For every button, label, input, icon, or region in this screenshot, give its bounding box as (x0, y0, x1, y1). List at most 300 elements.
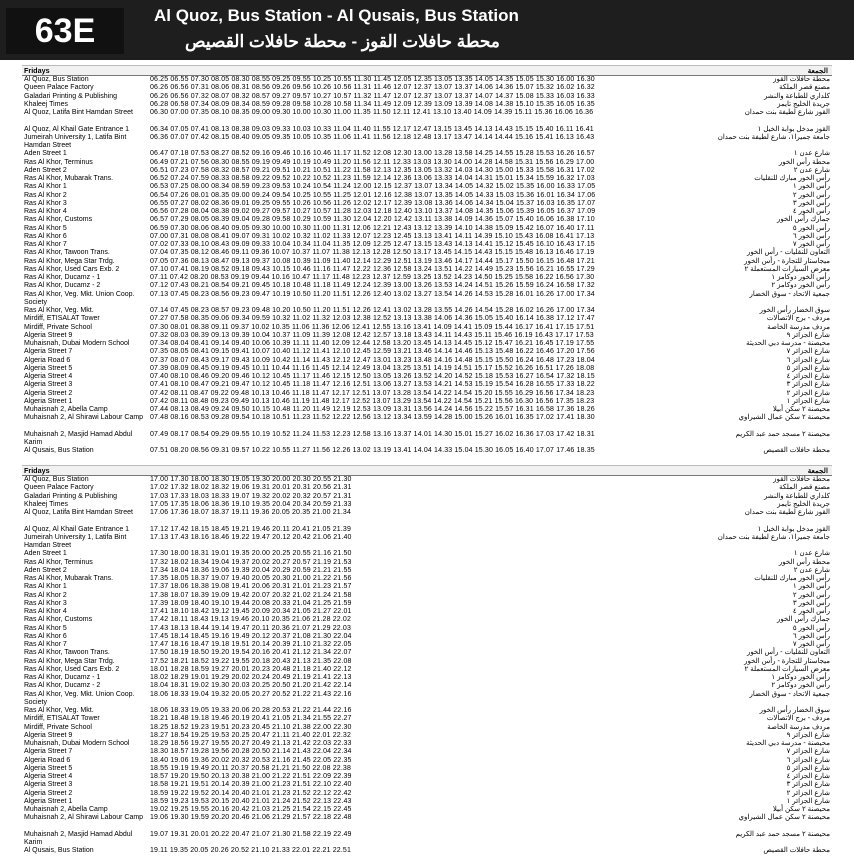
stop-name-arabic: محطة حافلات القصيص (763, 447, 830, 455)
table-row (22, 225, 832, 233)
table-row (22, 592, 832, 600)
stop-name-arabic: محيصنة ٢ سكن عمال الشيراوي (738, 414, 830, 422)
stop-name-arabic: مصنع قصر الملكة (779, 84, 830, 92)
table-row (22, 740, 832, 748)
stop-name-arabic: رأس الخور ٥ (792, 624, 830, 632)
table-row (22, 773, 832, 781)
stop-name: Ras Al Khor, Mubarak Trans. (24, 575, 114, 582)
stop-name-arabic: جمارك رأس الخور (776, 216, 830, 224)
stop-name-arabic: القوز مدخل بوابة الخيل ١ (757, 525, 830, 533)
stop-name: Khaleej Times (24, 100, 68, 108)
stop-name: Algeria Street 3 (24, 381, 73, 389)
stop-name-arabic: محطة حافلات القصيص (763, 847, 830, 855)
stop-name-arabic: التعاون للنقليات - رأس الخور (746, 249, 830, 257)
stop-name-arabic: رأس الخور ٥ (792, 224, 830, 232)
stop-times: 17.13 17.43 18.16 18.46 19.22 19.47 20.12 20.42 21.06 21.40 (150, 533, 352, 541)
table-row (22, 814, 832, 831)
stop-times: 18.21 18.48 19.18 19.46 20.19 20.41 21.05 21.34 21.55 22.27 (150, 715, 352, 723)
table-row (22, 200, 832, 208)
stop-times: 06.28 06.58 07.34 08.09 08.34 08.59 09.28 09.58 10.28 10.58 11.34 11.49 12.09 12.39 13.09 13.39 14.08 14.38 15.10 15.35 16.05 16.35 (150, 100, 595, 108)
stop-name-arabic: رأس الخور مبارك للنقليات (754, 575, 830, 582)
stop-name-arabic: شارع الجزائر ٦ (786, 756, 830, 764)
stop-times: 07.42 08.11 08.48 09.23 09.49 10.13 10.46 11.19 11.48 12.17 12.52 13.07 13.29 13.54 14.22 14.54 15.21 15.56 16.30 16.56 17.35 18.23 (150, 397, 595, 405)
stop-times: 19.11 19.35 20.05 20.26 20.52 21.10 21.33 22.01 22.21 22.51 (150, 847, 352, 855)
stop-times: 06.26 06.56 07.31 08.06 08.31 08.56 09.26 09.56 10.26 10.56 11.31 11.46 12.07 12.37 13.07 13.37 14.06 14.36 15.07 15.32 16.02 16.32 (150, 84, 595, 92)
stop-name-arabic: شارع الجزائر ٥ (786, 364, 830, 372)
stop-name-arabic: جمعية الاتحاد - سوق الخضار (749, 690, 830, 698)
stop-name-arabic: رأس الخور ٢ (792, 191, 830, 199)
stop-name: Queen Palace Factory (24, 484, 94, 492)
stop-name: Ras Al Khor 7 (24, 241, 67, 248)
stop-times: 06.47 07.18 07.53 08.27 08.52 09.16 09.46 10.16 10.46 11.17 11.52 12.08 12.30 13.00 13.28 13.58 14.25 14.55 15.28 15.53 16.26 16.57 (150, 150, 595, 158)
stop-name: Ras Al Khor 4 (24, 608, 67, 615)
stop-name: Jumeirah University 1, Latifa Bint Hamdan Street (24, 533, 127, 549)
table-row (22, 101, 832, 109)
stop-name-arabic: جمعية الاتحاد - سوق الخضار (749, 290, 830, 298)
stop-name: Ras Al Khor 2 (24, 191, 67, 199)
stop-times: 17.03 17.33 18.03 18.33 19.07 19.32 20.02 20.32 20.57 21.31 (150, 492, 352, 500)
stop-times: 18.02 18.29 19.01 19.29 20.02 20.24 20.49 21.19 21.41 22.13 (150, 674, 352, 681)
stop-name-arabic: رأس الخور ٧ (792, 641, 830, 648)
stop-name: Ras Al Khor, Tawoon Trans. (24, 649, 110, 657)
table-row (22, 84, 832, 92)
table-row (22, 249, 832, 257)
day-label-en: Fridays (24, 66, 50, 75)
stop-times: 06.53 07.25 08.00 08.34 08.59 09.23 09.53 10.24 10.54 11.24 12.00 12.15 12.37 13.07 13.34 14.05 14.32 15.02 15.35 16.00 16.33 17.05 (150, 183, 596, 191)
stop-name: Ras Al Khor, Veg. Mkt. Union Coop. Society (24, 290, 135, 306)
stop-times: 07.48 08.16 08.53 09.28 09.54 10.18 10.51 11.23 11.52 12.22 12.56 13.12 13.34 13.59 14.28 15.00 15.26 16.01 16.35 17.02 17.41 18.30 (150, 414, 595, 422)
table-row (22, 315, 832, 323)
stop-times: 17.52 18.21 18.52 19.22 19.55 20.18 20.43 21.13 21.35 22.08 (150, 657, 352, 665)
stop-times: 17.50 18.19 18.50 19.20 19.54 20.16 20.41 21.12 21.34 22.07 (150, 649, 352, 657)
stop-name-arabic: مردف مدرسة الخاصة (767, 723, 830, 731)
stop-name: Al Quoz, Latifa Bint Hamdan Street (24, 509, 133, 516)
stop-name-arabic: جريدة الخليج تايمز (777, 100, 830, 108)
stop-name: Algeria Street 7 (24, 348, 73, 356)
title-english: Al Quoz, Bus Station - Al Qusais, Bus Station (154, 6, 519, 25)
stop-times: 17.41 18.10 18.42 19.12 19.45 20.09 20.34 21.05 21.27 22.01 (150, 608, 352, 615)
stop-name-arabic: شارع الجزائر ١ (786, 797, 830, 805)
stop-name: Algeria Street 7 (24, 748, 73, 756)
stop-times: 17.42 18.11 18.43 19.13 19.46 20.10 20.35 21.06 21.28 22.02 (150, 616, 352, 624)
table-row (22, 431, 832, 448)
stop-name: Aden Street 1 (24, 150, 67, 158)
table-row (22, 559, 832, 567)
stop-name-arabic: رأس الخور ٤ (792, 608, 830, 615)
stop-name: Aden Street 1 (24, 550, 67, 558)
stop-name: Ras Al Khor 5 (24, 224, 67, 232)
stop-name-arabic: شارع الجزائر ٣ (786, 781, 830, 789)
stop-times: 17.05 17.35 18.06 18.36 19.10 19.35 20.04 20.34 20.59 21.33 (150, 500, 352, 508)
table-row (22, 798, 832, 806)
stop-name: Algeria Street 9 (24, 731, 73, 739)
stop-name: Algeria Street 4 (24, 773, 73, 780)
stop-name-arabic: محطة رأس الخور (778, 558, 830, 566)
table-row (22, 658, 832, 666)
table-row (22, 241, 832, 249)
stop-name: Ras Al Khor, Customs (24, 216, 93, 224)
stop-name-arabic: محيصنة ٢ سكن أبيلا (772, 806, 830, 813)
stop-name-arabic: القوز شارع لطيفة بنت حمدان (744, 109, 830, 116)
title-arabic: محطة حافلات القوز - محطة حافلات القصيص (185, 32, 500, 51)
stop-name-arabic: رأس الخور دوكامز ١ (771, 674, 830, 681)
stop-name-arabic: شارع الجزائر ٣ (786, 381, 830, 389)
stop-times: 06.52 07.24 07.59 08.33 08.58 09.22 09.52 10.22 10.52 11.23 11.59 12.14 12.36 13.06 13.33 14.04 14.31 15.01 15.34 15.59 16.32 17.03 (150, 175, 595, 182)
stop-name-arabic: محيصنة - مدرسة دبي الحديثة (746, 740, 830, 747)
stop-name-arabic: شارع الجزائر ٤ (786, 773, 830, 780)
header-banner (0, 0, 854, 60)
table-row (22, 159, 832, 167)
stop-times: 07.42 08.11 08.47 09.22 09.48 10.13 10.46 11.18 11.47 12.17 12.51 13.07 13.28 13.54 14.22 14.54 15.20 15.55 16.29 16.56 17.34 18.23 (150, 389, 595, 397)
table-row (22, 167, 832, 175)
stop-times: 17.45 18.14 18.45 19.16 19.49 20.12 20.37 21.08 21.30 22.04 (150, 632, 352, 640)
stop-name-arabic: ميجاستار للتجارة - رأس الخور (744, 257, 830, 265)
stop-name: Algeria Street 5 (24, 764, 73, 772)
table-row (22, 390, 832, 398)
stop-times: 07.27 07.58 08.35 09.06 09.34 09.59 10.32 11.02 11.32 12.03 12.38 12.52 13.13 13.38 14.06 14.36 15.05 15.40 16.14 16.38 17.12 17.47 (150, 315, 595, 323)
table-row (22, 398, 832, 406)
table-row (22, 484, 832, 492)
stop-times: 07.10 07.41 08.19 08.52 09.18 09.43 10.15 10.46 11.16 11.47 12.22 12.36 12.58 13.24 13.51 14.22 14.49 15.23 15.56 16.21 16.55 17.29 (150, 265, 595, 273)
table-row (22, 724, 832, 732)
table-row (22, 748, 832, 756)
stop-name-arabic: جامعة جميرا١، شارع لطيفة بنت حمدان (717, 133, 830, 141)
stop-times: 07.13 07.45 08.23 08.56 09.23 09.47 10.19 10.50 11.20 11.51 12.26 12.40 13.02 13.27 13.54 14.26 14.53 15.28 16.01 16.26 17.00 17.34 (150, 290, 595, 298)
stop-name-arabic: محطة حافلات القوز (773, 76, 830, 83)
stop-times: 18.59 19.23 19.53 20.15 20.40 21.01 21.24 21.52 22.13 22.43 (150, 797, 352, 805)
table-row (22, 715, 832, 723)
stop-name-arabic: مردف - برج الاتصالات (766, 715, 830, 723)
table-row (22, 493, 832, 501)
table-row (22, 332, 832, 340)
stop-times: 18.27 18.54 19.25 19.53 20.25 20.47 21.11 21.40 22.01 22.32 (150, 731, 352, 739)
table-row (22, 291, 832, 308)
stop-name-arabic: شارع عدن ٢ (793, 566, 830, 574)
stop-times: 17.34 18.04 18.36 19.06 19.39 20.04 20.29 20.59 21.21 21.55 (150, 566, 352, 574)
stop-name-arabic: معرض السيارات المستعملة ٢ (744, 265, 830, 273)
stop-name: Ras Al Khor 3 (24, 199, 67, 207)
stop-name: Ras Al Khor, Terminus (24, 558, 93, 566)
stop-name: Ras Al Khor, Terminus (24, 158, 93, 166)
stop-name: Ras Al Khor 2 (24, 591, 67, 599)
table-row (22, 406, 832, 414)
table-row (22, 192, 832, 200)
stop-name: Al Quoz, Latifa Bint Hamdan Street (24, 109, 133, 116)
stop-times: 07.14 07.45 08.23 08.57 09.23 09.48 10.20 10.50 11.20 11.51 12.26 12.41 13.02 13.28 13.55 14.26 14.54 15.28 16.02 16.26 17.00 17.34 (150, 307, 595, 314)
stop-times: 07.44 08.13 08.49 09.24 09.50 10.15 10.48 11.20 11.49 12.19 12.53 13.09 13.31 13.56 14.24 14.56 15.22 15.57 16.31 16.58 17.36 18.26 (150, 406, 595, 413)
table-row (22, 625, 832, 633)
stop-name-arabic: شارع الجزائر ٢ (786, 789, 830, 797)
stop-name: Ras Al Khor, Mega Star Trdg. (24, 657, 115, 665)
stop-name-arabic: سوق الخضار رأس الخور (759, 707, 830, 714)
stop-name-arabic: شارع الجزائر ٧ (786, 748, 830, 756)
stop-name-arabic: مردف - برج الاتصالات (766, 315, 830, 323)
stop-name: Ras Al Khor, Tawoon Trans. (24, 249, 110, 257)
table-row (22, 76, 832, 84)
stop-times: 17.00 17.30 18.00 18.30 19.05 19.30 20.00 20.30 20.55 21.30 (150, 476, 352, 483)
stop-times: 17.39 18.09 18.40 19.10 19.44 20.08 20.33 21.04 21.25 21.59 (150, 599, 352, 607)
stop-times: 07.00 07.31 08.08 08.41 09.07 09.31 10.02 10.32 11.02 11.33 12.07 12.23 12.45 13.13 13.41 14.11 14.39 15.10 15.43 16.08 16.41 17.13 (150, 232, 595, 240)
table-row (22, 216, 832, 224)
stop-name: Muhaisnah 2, Al Shirawi Labour Camp (24, 814, 144, 822)
stop-times: 17.30 18.00 18.31 19.01 19.35 20.00 20.25 20.55 21.16 21.50 (150, 550, 352, 558)
table-row (22, 381, 832, 389)
stop-name-arabic: شارع الجزائر ٥ (786, 764, 830, 772)
stop-name: Ras Al Khor, Ducamz - 1 (24, 274, 101, 281)
stop-name: Al Quoz, Al Khail Gate Entrance 1 (24, 525, 130, 533)
stop-times: 17.47 18.16 18.47 19.18 19.51 20.14 20.39 21.10 21.32 22.05 (150, 641, 352, 648)
stop-name: Ras Al Khor, Ducamz - 2 (24, 682, 101, 690)
table-row (22, 831, 832, 848)
table-row (22, 307, 832, 315)
stop-times: 17.37 18.06 18.38 19.08 19.41 20.06 20.31 21.01 21.23 21.57 (150, 583, 352, 591)
stop-name-arabic: شارع عدن ١ (793, 150, 830, 158)
stop-times: 17.32 18.02 18.34 19.04 19.37 20.02 20.27 20.57 21.19 21.53 (150, 558, 352, 566)
stop-name: Ras Al Khor, Mega Star Trdg. (24, 257, 115, 265)
stop-times: 18.25 18.52 19.23 19.51 20.23 20.45 21.10 21.38 22.00 22.30 (150, 723, 352, 731)
stop-name: Aden Street 2 (24, 166, 67, 174)
stop-times: 07.40 08.10 08.46 09.20 09.46 10.12 10.45 11.17 11.46 12.15 12.50 13.05 13.26 13.52 14.20 14.52 15.18 15.53 16.27 16.54 17.32 18.15 (150, 373, 595, 380)
stop-name: Al Quoz, Al Khail Gate Entrance 1 (24, 125, 130, 133)
table-row (22, 649, 832, 657)
stop-name: Ras Al Khor 6 (24, 632, 67, 640)
stop-name-arabic: شارع الجزائر ٢ (786, 389, 830, 397)
stop-name-arabic: جمارك رأس الخور (776, 616, 830, 624)
stop-name: Ras Al Khor 5 (24, 624, 67, 632)
stop-times: 06.34 07.05 07.41 08.13 08.38 09.03 09.33 10.03 10.33 11.04 11.40 11.55 12.17 12.47 13.15 13.45 14.13 14.43 15.15 15.40 16.11 16.41 (150, 125, 594, 133)
stop-name: Khaleej Times (24, 500, 68, 508)
stop-times: 18.29 18.56 19.27 19.55 20.27 20.49 21.13 21.42 22.03 22.33 (150, 740, 352, 747)
stop-times: 18.06 18.33 19.04 19.32 20.05 20.27 20.52 21.22 21.43 22.16 (150, 690, 352, 698)
stop-times: 18.55 19.19 19.49 20.11 20.37 20.58 21.21 21.50 22.08 22.38 (150, 764, 352, 772)
table-row (22, 233, 832, 241)
stop-name: Algeria Street 1 (24, 797, 73, 805)
stop-times: 07.32 08.03 08.39 09.13 09.39 10.04 10.37 11.09 11.39 12.08 12.42 12.57 13.18 13.43 14.11 14.43 15.11 15.46 16.19 16.43 17.17 17.53 (150, 331, 594, 339)
stop-name-arabic: محيصنة - مدرسة دبي الحديثة (746, 340, 830, 347)
stop-name: Algeria Street 9 (24, 331, 73, 339)
table-row (22, 373, 832, 381)
table-row (22, 126, 832, 134)
stop-times: 19.02 19.25 19.55 20.16 20.42 21.03 21.25 21.54 22.15 22.45 (150, 806, 352, 813)
stop-name: Ras Al Khor 6 (24, 232, 67, 240)
stop-name-arabic: محطة حافلات القوز (773, 476, 830, 483)
stop-name-arabic: رأس الخور دوكامز ٢ (771, 282, 830, 290)
table-row (22, 357, 832, 365)
stop-times: 07.12 07.43 08.21 08.54 09.21 09.45 10.18 10.48 11.18 11.49 12.24 12.39 13.00 13.26 13.53 14.24 14.51 15.26 15.59 16.24 16.58 17.32 (150, 282, 595, 290)
stop-name-arabic: محيصنة ٢ مسجد حمد عبد الكريم (735, 430, 830, 438)
table-row (22, 847, 832, 855)
stop-name: Muhaisnah 2, Al Shirawi Labour Camp (24, 414, 144, 422)
stop-name: Muhaisnah, Dubai Modern School (24, 740, 130, 747)
table-row (22, 282, 832, 290)
stop-times: 06.26 06.56 07.32 08.07 08.32 08.57 09.27 09.57 10.27 10.57 11.32 11.47 12.07 12.37 13.07 13.37 14.07 14.37 15.08 15.33 16.03 16.33 (150, 92, 595, 100)
stop-times: 06.59 07.30 08.06 08.40 09.05 09.30 10.00 10.30 11.00 11.31 12.06 12.21 12.43 13.12 13.39 14.10 14.38 15.09 15.42 16.07 16.40 17.11 (150, 224, 595, 232)
stop-name-arabic: جريدة الخليج تايمز (777, 500, 830, 508)
stop-name: Algeria Road 6 (24, 756, 71, 764)
stop-name: Jumeirah University 1, Latifa Bint Hamdan Street (24, 133, 127, 149)
stop-times: 07.05 07.36 08.13 08.47 09.13 09.37 10.08 10.39 11.09 11.40 12.14 12.29 12.51 13.19 13.46 14.17 14.44 15.17 15.50 16.15 16.48 17.21 (150, 257, 595, 265)
stop-times: 18.58 19.21 19.51 20.14 20.39 21.00 21.23 21.51 22.10 22.40 (150, 781, 352, 789)
stop-name: Ras Al Khor, Used Cars Exb. 2 (24, 665, 120, 673)
table-row (22, 567, 832, 575)
stop-name-arabic: سوق الخضار رأس الخور (759, 307, 830, 314)
stop-times: 18.40 19.06 19.36 20.02 20.32 20.53 21.16 21.45 22.05 22.35 (150, 756, 352, 764)
stop-name-arabic: رأس الخور ١ (792, 183, 830, 191)
stop-name-arabic: كلداري للطباعة والنشر (763, 92, 830, 100)
table-row (22, 790, 832, 798)
stop-name-arabic: رأس الخور ١ (792, 583, 830, 591)
table-row (22, 150, 832, 158)
stop-times: 07.04 07.35 08.12 08.46 09.11 09.36 10.07 10.37 11.07 11.38 12.13 12.28 12.50 13.17 13.45 14.15 14.43 15.15 15.48 16.13 16.46 17.19 (150, 249, 595, 257)
table-row (22, 501, 832, 509)
stop-name: Mirdiff, ETISALAT Tower (24, 315, 100, 323)
stop-name-arabic: شارع الجزائر ٦ (786, 356, 830, 364)
stop-name: Ras Al Khor 7 (24, 641, 67, 648)
table-row (22, 183, 832, 191)
stop-name: Ras Al Khor, Veg. Mkt. (24, 707, 94, 714)
table-row (22, 633, 832, 641)
stop-times: 17.02 17.32 18.02 18.32 19.06 19.31 20.01 20.31 20.56 21.31 (150, 484, 352, 492)
stop-name: Ras Al Khor, Ducamz - 2 (24, 282, 101, 290)
table-row (22, 109, 832, 126)
stop-times: 07.02 07.33 08.10 08.43 09.09 09.33 10.04 10.34 11.04 11.35 12.09 12.25 12.47 13.15 13.43 14.13 14.41 15.12 15.45 16.10 16.43 17.15 (150, 241, 595, 248)
table-row (22, 348, 832, 356)
stop-name-arabic: شارع عدن ٢ (793, 166, 830, 174)
table-row (22, 806, 832, 814)
stop-name: Al Qusais, Bus Station (24, 847, 94, 855)
stop-name-arabic: كلداري للطباعة والنشر (763, 492, 830, 500)
table-row (22, 447, 832, 455)
table-row (22, 476, 832, 484)
stop-name-arabic: التعاون للنقليات - رأس الخور (746, 649, 830, 657)
stop-name: Algeria Street 5 (24, 364, 73, 372)
stop-times: 07.51 08.20 08.56 09.31 09.57 10.22 10.55 11.27 11.56 12.26 13.02 13.19 13.41 14.04 14.33 15.04 15.30 16.05 16.40 17.07 17.46 18.35 (150, 447, 595, 455)
table-row (22, 600, 832, 608)
stop-name: Algeria Street 1 (24, 397, 73, 405)
stop-name-arabic: رأس الخور مبارك للنقليات (754, 175, 830, 182)
route-number: 63E (6, 8, 124, 54)
stop-name: Ras Al Khor 1 (24, 583, 67, 591)
table-row (22, 365, 832, 373)
stop-times: 07.49 08.17 08.54 09.29 09.55 10.19 10.52 11.24 11.53 12.23 12.58 13.16 13.37 14.01 14.30 15.01 15.27 16.02 16.36 17.03 17.42 18.31 (150, 430, 595, 438)
stop-name: Ras Al Khor, Ducamz - 1 (24, 674, 101, 681)
table-row (22, 340, 832, 348)
stop-name-arabic: القوز شارع لطيفة بنت حمدان (744, 509, 830, 516)
stop-name-arabic: رأس الخور دوكامز ٢ (771, 682, 830, 690)
stop-name: Ras Al Khor 1 (24, 183, 67, 191)
table-row (22, 707, 832, 715)
stop-name-arabic: رأس الخور ٢ (792, 591, 830, 599)
stop-name-arabic: جامعة جميرا١، شارع لطيفة بنت حمدان (717, 533, 830, 541)
table-row (22, 258, 832, 266)
table-row (22, 266, 832, 274)
table-row (22, 765, 832, 773)
day-label-ar: الجمعة (807, 66, 828, 75)
stop-name: Algeria Road 6 (24, 356, 71, 364)
stop-name-arabic: محيصنة ٢ سكن أبيلا (772, 406, 830, 413)
stop-name-arabic: رأس الخور ٣ (792, 199, 830, 207)
stop-name-arabic: معرض السيارات المستعملة ٢ (744, 665, 830, 673)
stop-times: 06.57 07.29 08.05 08.39 09.04 09.28 09.58 10.29 10.59 11.30 12.04 12.20 12.42 13.11 13.38 14.09 14.36 15.07 15.40 16.06 16.38 17.10 (150, 216, 595, 224)
stop-name: Mirdiff, Private School (24, 323, 92, 331)
stop-name: Ras Al Khor, Mubarak Trans. (24, 175, 114, 182)
stop-name-arabic: محيصنة ٢ سكن عمال الشيراوي (738, 814, 830, 822)
day-bar (22, 465, 832, 476)
table-row (22, 134, 832, 151)
stop-name: Galadari Printing & Publishing (24, 92, 117, 100)
stop-times: 06.30 07.00 07.35 08.10 08.35 09.00 09.30 10.00 10.30 11.00 11.35 11.50 12.11 12.41 13.10 13.40 14.09 14.39 15.11 15.36 16.06 16.36 (150, 109, 594, 116)
stop-times: 06.25 06.55 07.30 08.05 08.30 08.55 09.25 09.55 10.25 10.55 11.30 11.45 12.05 12.35 13.05 13.35 14.05 14.35 15.05 15.30 16.00 16.30 (150, 76, 595, 83)
stop-name-arabic: شارع الجزائر ١ (786, 397, 830, 405)
stop-name: Muhaisnah 2, Masjid Hamad Abdul Karim (24, 430, 133, 446)
table-row (22, 274, 832, 282)
table-row (22, 534, 832, 551)
stop-times: 06.51 07.23 07.58 08.32 08.57 09.21 09.51 10.21 10.51 11.22 11.58 12.13 12.35 13.05 13.32 14.03 14.30 15.00 15.33 15.58 16.31 17.02 (150, 166, 595, 174)
stop-times: 18.06 18.33 19.05 19.33 20.06 20.28 20.53 21.22 21.44 22.16 (150, 707, 352, 714)
table-row (22, 674, 832, 682)
stop-name: Algeria Street 2 (24, 789, 73, 797)
day-bar (22, 65, 832, 76)
stop-times: 17.12 17.42 18.15 18.45 19.21 19.46 20.11 20.41 21.05 21.39 (150, 525, 352, 533)
stop-times: 07.39 08.09 08.45 09.19 09.45 10.11 10.44 11.16 11.45 12.14 12.49 13.04 13.25 13.51 14.19 14.51 15.17 15.52 16.26 16.51 17.26 18.08 (150, 364, 595, 372)
table-row (22, 608, 832, 616)
stop-name: Ras Al Khor 3 (24, 599, 67, 607)
stop-times: 07.41 08.10 08.47 09.21 09.47 10.12 10.45 11.18 11.47 12.16 12.51 13.06 13.27 13.53 14.21 14.53 15.19 15.54 16.28 16.55 17.33 18.22 (150, 381, 595, 389)
stop-times: 06.54 07.26 08.01 08.35 09.00 09.24 09.54 10.25 10.55 11.25 12.01 12.16 12.38 13.07 13.35 14.05 14.33 15.03 15.36 16.01 16.34 17.06 (150, 191, 596, 199)
stop-name: Mirdiff, Private School (24, 723, 92, 731)
stop-name: Muhaisnah 2, Masjid Hamad Abdul Karim (24, 830, 133, 846)
stop-times: 17.35 18.05 18.37 19.07 19.40 20.05 20.30 21.00 21.22 21.56 (150, 575, 352, 582)
stop-name-arabic: رأس الخور ٣ (792, 599, 830, 607)
stop-name-arabic: رأس الخور ٧ (792, 241, 830, 248)
table-row (22, 781, 832, 789)
timetable-section-1 (22, 65, 832, 456)
stop-name: Ras Al Khor, Used Cars Exb. 2 (24, 265, 120, 273)
stop-name-arabic: شارع الجزائر ٧ (786, 348, 830, 356)
table-row (22, 175, 832, 183)
stop-times: 19.06 19.30 19.59 20.20 20.46 21.06 21.29 21.57 22.18 22.48 (150, 814, 352, 822)
table-row (22, 575, 832, 583)
stop-name-arabic: رأس الخور دوكامز ١ (771, 274, 830, 281)
stop-name: Al Quoz, Bus Station (24, 476, 89, 483)
table-row (22, 757, 832, 765)
stop-times: 07.37 08.07 08.43 09.17 09.43 10.09 10.42 11.14 11.43 12.12 12.47 13.01 13.23 13.48 14.16 14.48 15.15 15.50 16.24 16.48 17.23 18.04 (150, 356, 595, 364)
stop-times: 17.43 18.13 18.44 19.14 19.47 20.11 20.36 21.07 21.29 22.03 (150, 624, 352, 632)
stop-name-arabic: مصنع قصر الملكة (779, 484, 830, 492)
stop-times: 06.55 07.27 08.02 08.36 09.01 09.25 09.55 10.26 10.56 11.26 12.02 12.17 12.39 13.08 13.36 14.06 14.34 15.04 15.37 16.03 16.35 17.07 (150, 199, 596, 207)
table-row (22, 682, 832, 690)
table-row (22, 732, 832, 740)
stop-times: 06.56 07.28 08.04 08.38 09.02 09.27 09.57 10.27 10.57 11.28 12.03 12.18 12.40 13.10 13.37 14.08 14.35 15.06 15.39 16.05 16.37 17.09 (150, 208, 596, 215)
stop-name-arabic: رأس الخور ٦ (792, 232, 830, 240)
stop-name-arabic: القوز مدخل بوابة الخيل ١ (757, 125, 830, 133)
stop-times: 17.06 17.36 18.07 18.37 19.11 19.36 20.05 20.35 21.00 21.34 (150, 509, 352, 516)
table-row (22, 550, 832, 558)
stop-times: 18.04 18.31 19.02 19.30 20.03 20.25 20.50 21.20 21.42 22.14 (150, 682, 352, 690)
stop-name: Ras Al Khor 4 (24, 208, 67, 215)
stop-name-arabic: مردف مدرسة الخاصة (767, 323, 830, 331)
stop-name-arabic: شارع الجزائر ٩ (786, 331, 830, 339)
table-row (22, 208, 832, 216)
stop-name: Aden Street 2 (24, 566, 67, 574)
stop-times: 07.11 07.42 08.20 08.53 09.19 09.44 10.16 10.47 11.17 11.48 12.23 12.37 12.59 13.25 13.52 14.23 14.50 15.25 15.58 16.22 16.56 17.30 (150, 274, 595, 281)
stop-name: Algeria Street 3 (24, 781, 73, 789)
stop-name: Algeria Street 4 (24, 373, 73, 380)
stop-name: Queen Palace Factory (24, 84, 94, 92)
stop-name: Muhaisnah, Dubai Modern School (24, 340, 130, 347)
stop-name-arabic: رأس الخور ٦ (792, 632, 830, 640)
stop-times: 07.34 08.04 08.41 09.14 09.40 10.06 10.39 11.11 11.40 12.09 12.44 12.58 13.20 13.45 14.13 14.45 15.12 15.47 16.21 16.45 17.19 17.55 (150, 340, 595, 347)
